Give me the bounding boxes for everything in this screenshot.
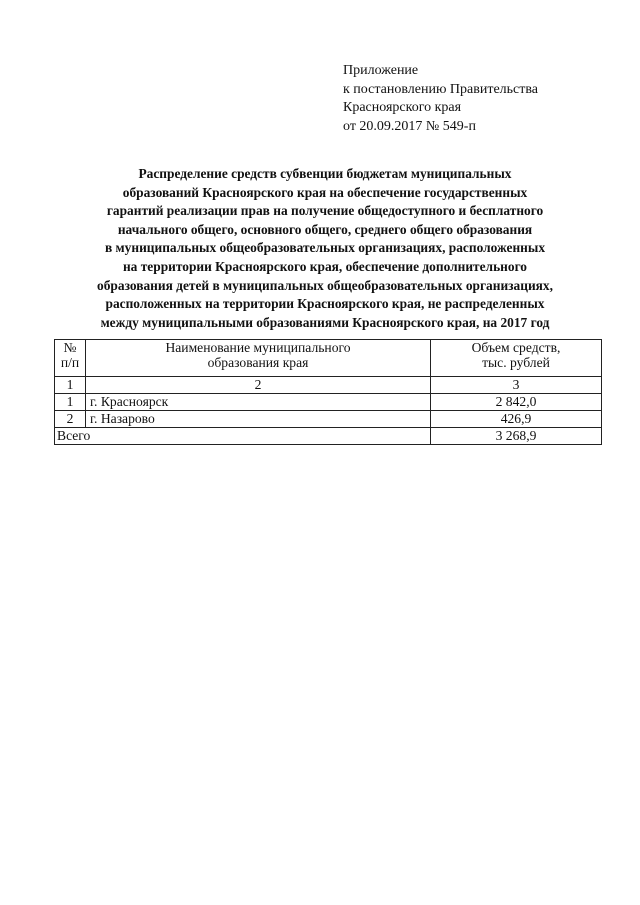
- table-row: [55, 411, 602, 428]
- funding-volume: 426,9: [431, 411, 602, 428]
- header-number-line2: п/п: [60, 355, 80, 370]
- table-row: [55, 394, 602, 411]
- row-number: 1: [55, 394, 86, 411]
- title-line: образования детей в муниципальных общеобразовательных организациях,: [97, 277, 553, 293]
- title-line: расположенных на территории Красноярского края, не распределенных: [105, 296, 545, 312]
- column-index-row: [55, 377, 602, 394]
- index-cell: 3: [431, 377, 602, 394]
- title-line: между муниципальными образованиями Красноярского края, на 2017 год: [100, 314, 550, 330]
- title-line: гарантий реализации прав на получение общедоступного и бесплатного: [106, 203, 544, 219]
- municipality-name: г. Назарово: [86, 411, 431, 428]
- header-number-cell: [55, 340, 86, 377]
- annex-block: [343, 62, 623, 136]
- table-header-row: [55, 340, 602, 377]
- annex-date-number: от 20.09.2017 № 549-п: [343, 118, 476, 134]
- header-name-line1: Наименование муниципального: [165, 340, 351, 355]
- annex-line: Красноярского края: [343, 100, 462, 115]
- document-title: [50, 165, 600, 332]
- title-line: на территории Красноярского края, обеспечение дополнительного: [122, 258, 528, 274]
- row-number: 2: [55, 411, 86, 428]
- header-name-cell: [86, 340, 431, 377]
- header-volume-line1: Объем средств,: [471, 340, 561, 355]
- total-volume: 3 268,9: [431, 428, 602, 445]
- header-number-line1: №: [63, 340, 77, 355]
- index-cell: 2: [86, 377, 431, 394]
- header-name-line2: образования края: [207, 355, 309, 370]
- annex-line: к постановлению Правительства: [343, 81, 539, 97]
- title-line: в муниципальных общеобразовательных организациях, расположенных: [104, 240, 546, 256]
- total-row: [55, 428, 602, 445]
- title-line: Распределение средств субвенции бюджетам муниципальных: [138, 166, 512, 181]
- municipality-name: г. Красноярск: [86, 394, 431, 411]
- title-line: начального общего, основного общего, среднего общего образования: [117, 221, 533, 237]
- title-line: образований Красноярского края на обеспечение государственных: [122, 184, 528, 200]
- total-label: Всего: [55, 428, 431, 445]
- header-volume-cell: [431, 340, 602, 377]
- annex-line: Приложение: [343, 63, 419, 78]
- index-cell: 1: [55, 377, 86, 394]
- header-volume-line2: тыс. рублей: [482, 355, 550, 370]
- funding-volume: 2 842,0: [431, 394, 602, 411]
- distribution-table: [54, 339, 602, 445]
